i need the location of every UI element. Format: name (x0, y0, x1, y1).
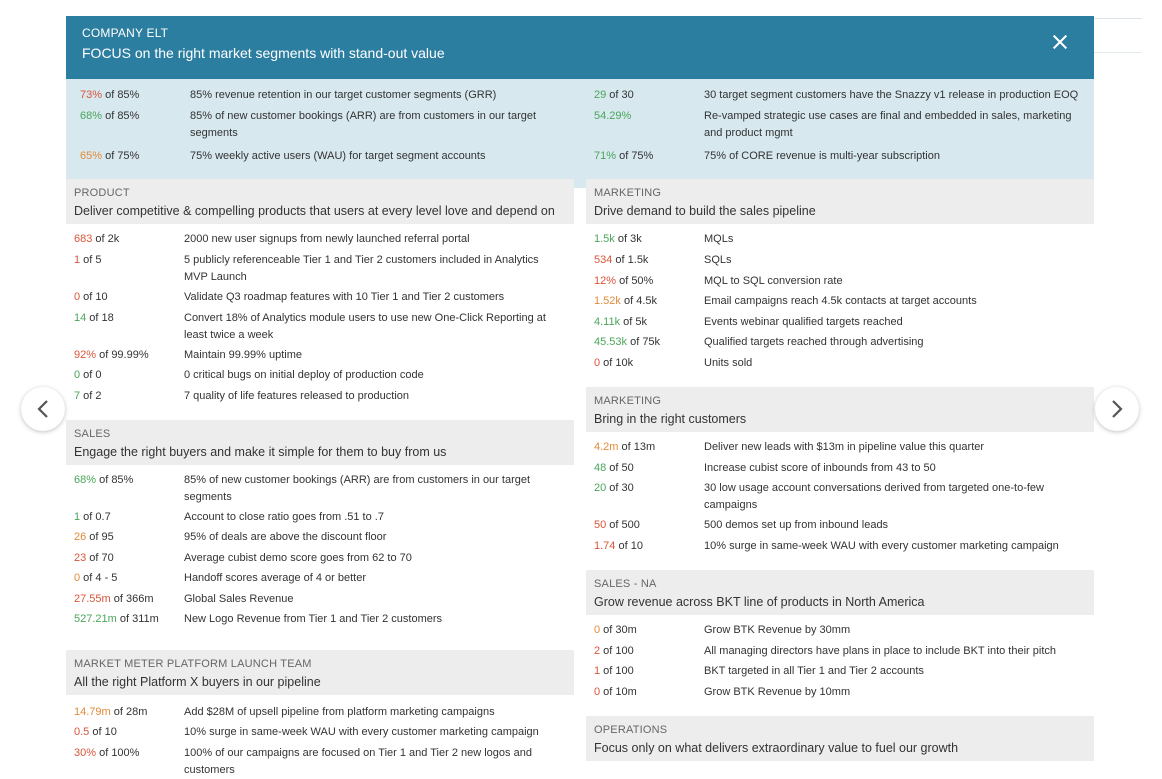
progress-value (74, 745, 139, 762)
key-result-text: Re-vamped strategic use cases are final and embedded in sales, marketing and product mgmt (704, 110, 1072, 139)
progress-current: 48 (594, 462, 607, 474)
progress-current: 1 (594, 665, 601, 677)
progress-current: 1 (74, 511, 81, 523)
chevron-left-icon (36, 399, 50, 419)
progress-value (594, 108, 631, 125)
progress-current: 65% (80, 150, 103, 162)
progress-value (594, 231, 642, 248)
progress-value (594, 538, 643, 555)
progress-target: of 0 (80, 369, 102, 381)
progress-target: of 5 (80, 254, 102, 266)
section-header (66, 650, 574, 695)
progress-value (594, 684, 637, 701)
progress-target: of 18 (86, 312, 114, 324)
progress-value (74, 724, 117, 741)
progress-value (74, 252, 102, 269)
key-result-text: Grow BTK Revenue by 10mm (704, 686, 851, 698)
key-result-text: Global Sales Revenue (184, 593, 294, 605)
progress-target: of 75% (616, 150, 654, 162)
progress-current: 0 (74, 572, 81, 584)
progress-value (594, 643, 634, 660)
progress-target: of 85% (102, 89, 140, 101)
section-title: Focus only on what delivers extraordinary value to fuel our growth (594, 741, 959, 755)
key-result-text: 85% revenue retention in our target customer segments (GRR) (190, 89, 497, 101)
key-result-text: Account to close ratio goes from .51 to .7 (184, 511, 384, 523)
progress-target: of 75% (102, 150, 140, 162)
progress-current: 2 (594, 645, 601, 657)
company-elt-banner (66, 16, 1094, 79)
progress-current: 29 (594, 89, 607, 101)
section-title: Engage the right buyers and make it simple for them to buy from us (74, 445, 447, 459)
key-result-text: MQL to SQL conversion rate (704, 275, 843, 287)
key-result-text: 85% of new customer bookings (ARR) are from customers in our target segments (184, 474, 531, 503)
progress-target: of 75k (627, 336, 661, 348)
key-result-text: Convert 18% of Analytics module users to use new One-Click Reporting at least twice a week (184, 312, 546, 341)
banner-title: FOCUS on the right market segments with stand-out value (82, 45, 445, 61)
progress-value (74, 550, 114, 567)
progress-current: 1.74 (594, 540, 616, 552)
progress-target: of 70 (86, 552, 114, 564)
progress-target: of 28m (110, 706, 148, 718)
key-result-text: 75% weekly active users (WAU) for target segment accounts (190, 150, 486, 162)
key-result-text: 2000 new user signups from newly launched referral portal (184, 233, 470, 245)
progress-value (74, 591, 154, 608)
progress-current: 1.52k (594, 295, 621, 307)
key-result-text: Average cubist demo score goes from 62 to 70 (184, 552, 412, 564)
progress-target: of 95 (86, 531, 114, 543)
progress-current: 68% (80, 110, 103, 122)
progress-target: of 99.99% (96, 349, 149, 361)
key-result-text: BKT targeted in all Tier 1 and Tier 2 accounts (704, 665, 924, 677)
progress-current: 30% (74, 747, 97, 759)
progress-target: of 13m (618, 441, 656, 453)
progress-target: of 4 - 5 (80, 572, 118, 584)
section-header (66, 420, 574, 465)
key-result-text: 0 critical bugs on initial deploy of production code (184, 369, 424, 381)
progress-current: 0 (594, 357, 601, 369)
progress-value (594, 148, 653, 165)
key-result-text: 95% of deals are above the discount floor (184, 531, 387, 543)
progress-target: of 100 (600, 645, 634, 657)
progress-target: of 85% (96, 474, 134, 486)
progress-target: of 50% (616, 275, 654, 287)
progress-current: 23 (74, 552, 87, 564)
section-title: Deliver competitive & compelling products that users at every level love and depend on (74, 204, 555, 218)
section-label: MARKET METER PLATFORM LAUNCH TEAM (74, 658, 312, 670)
progress-value (594, 480, 634, 497)
progress-target: of 500 (606, 519, 640, 531)
key-result-text: Increase cubist score of inbounds from 43 to 50 (704, 462, 936, 474)
key-result-text: Deliver new leads with $13m in pipeline value this quarter (704, 441, 985, 453)
progress-value (74, 310, 114, 327)
section-title: Drive demand to build the sales pipeline (594, 204, 816, 218)
progress-current: 73% (80, 89, 103, 101)
section-header (586, 387, 1094, 432)
progress-current: 0 (74, 291, 81, 303)
progress-current: 0 (594, 624, 601, 636)
section-label: MARKETING (594, 187, 662, 199)
section-label: SALES (74, 428, 111, 440)
progress-target: of 30m (600, 624, 637, 636)
progress-value (594, 334, 660, 351)
key-result-text: Events webinar qualified targets reached (704, 316, 903, 328)
key-result-text: SQLs (704, 254, 732, 266)
progress-current: 0.5 (74, 726, 90, 738)
key-result-text: 5 publicly referenceable Tier 1 and Tier 2 customers included in Analytics MVP Launch (184, 254, 539, 283)
progress-current: 4.11k (594, 316, 621, 328)
progress-current: 0 (594, 686, 601, 698)
progress-value (594, 273, 653, 290)
progress-target: of 10m (600, 686, 637, 698)
key-result-text: 10% surge in same-week WAU with every customer marketing campaign (184, 726, 539, 738)
section-header (66, 179, 574, 224)
progress-current: 45.53k (594, 336, 628, 348)
progress-target: of 4.5k (620, 295, 657, 307)
key-result-text: New Logo Revenue from Tier 1 and Tier 2 customers (184, 613, 443, 625)
progress-value (74, 388, 102, 405)
progress-target: of 10 (89, 726, 117, 738)
key-result-text: Maintain 99.99% uptime (184, 349, 303, 361)
progress-target: of 1.5k (612, 254, 649, 266)
progress-value (594, 314, 647, 331)
key-result-text: All managing directors have plans in place to include BKT into their pitch (704, 645, 1056, 657)
key-result-text: 500 demos set up from inbound leads (704, 519, 889, 531)
progress-value (594, 460, 634, 477)
section-header (586, 716, 1094, 761)
section-label: OPERATIONS (594, 724, 668, 736)
chevron-right-icon (1110, 399, 1124, 419)
section-label: MARKETING (594, 395, 662, 407)
key-result-text: 85% of new customer bookings (ARR) are from customers in our target segments (190, 110, 537, 139)
progress-current: 4.2m (594, 441, 619, 453)
key-result-text: Add $28M of upsell pipeline from platform marketing campaigns (184, 706, 495, 718)
progress-value (80, 108, 139, 125)
progress-value (74, 367, 102, 384)
prev-button[interactable] (21, 387, 65, 431)
progress-value (74, 509, 111, 526)
progress-current: 50 (594, 519, 607, 531)
progress-current: 0 (74, 369, 81, 381)
close-icon[interactable] (1048, 30, 1072, 54)
progress-target: of 2k (92, 233, 120, 245)
key-result-text: Grow BTK Revenue by 30mm (704, 624, 851, 636)
progress-current: 527.21m (74, 613, 117, 625)
progress-target: of 366m (110, 593, 154, 605)
section-label: SALES - NA (594, 578, 657, 590)
progress-target: of 30 (606, 89, 634, 101)
key-result-text: 75% of CORE revenue is multi-year subscription (704, 150, 940, 162)
progress-target: of 85% (102, 110, 140, 122)
progress-current: 14 (74, 312, 87, 324)
progress-current: 683 (74, 233, 93, 245)
progress-value (594, 517, 640, 534)
progress-current: 14.79m (74, 706, 111, 718)
section-header (586, 179, 1094, 224)
progress-current: 20 (594, 482, 607, 494)
progress-value (74, 231, 119, 248)
progress-current: 71% (594, 150, 617, 162)
progress-target: of 10k (600, 357, 634, 369)
key-result-text: MQLs (704, 233, 734, 245)
key-result-text: 7 quality of life features released to production (184, 390, 410, 402)
progress-value (74, 570, 117, 587)
key-result-text: Email campaigns reach 4.5k contacts at target accounts (704, 295, 977, 307)
key-result-text: 30 low usage account conversations derived from targeted one-to-few campaigns (704, 482, 1044, 511)
progress-target: of 100% (96, 747, 140, 759)
key-result-text: 30 target segment customers have the Snazzy v1 release in production EOQ (704, 89, 1079, 101)
key-result-text: 10% surge in same-week WAU with every customer marketing campaign (704, 540, 1059, 552)
progress-value (594, 252, 648, 269)
progress-current: 12% (594, 275, 617, 287)
progress-value (74, 611, 159, 628)
section-title: Grow revenue across BKT line of products in North America (594, 595, 925, 609)
progress-target: of 30 (606, 482, 634, 494)
section-label: PRODUCT (74, 187, 130, 199)
key-result-text: Qualified targets reached through advertising (704, 336, 924, 348)
progress-value (594, 293, 657, 310)
progress-value (80, 87, 139, 104)
progress-value (74, 289, 108, 306)
progress-current: 92% (74, 349, 97, 361)
progress-value (80, 148, 139, 165)
key-result-text: Units sold (704, 357, 753, 369)
progress-target: of 3k (614, 233, 642, 245)
okr-modal (66, 16, 1094, 776)
next-button[interactable] (1095, 387, 1139, 431)
key-result-text: 100% of our campaigns are focused on Tier 1 and Tier 2 new logos and customers (184, 747, 532, 776)
progress-current: 26 (74, 531, 87, 543)
section-title: All the right Platform X buyers in our pipeline (74, 675, 321, 689)
progress-target: of 10 (615, 540, 643, 552)
progress-current: 1.5k (594, 233, 615, 245)
progress-value (74, 347, 149, 364)
progress-target: of 311m (116, 613, 159, 625)
progress-value (594, 663, 634, 680)
progress-value (74, 472, 133, 489)
banner-label: COMPANY ELT (82, 26, 169, 40)
progress-value (74, 704, 147, 721)
progress-value (74, 529, 114, 546)
section-title: Bring in the right customers (594, 412, 747, 426)
progress-current: 7 (74, 390, 81, 402)
progress-target: of 10 (80, 291, 108, 303)
progress-value (594, 355, 633, 372)
progress-target: of 50 (606, 462, 634, 474)
progress-current: 27.55m (74, 593, 111, 605)
progress-current: 68% (74, 474, 97, 486)
progress-value (594, 87, 634, 104)
progress-current: 1 (74, 254, 81, 266)
company-elt-key-results (66, 79, 1094, 188)
progress-current: 54.29% (594, 110, 632, 122)
progress-target: of 0.7 (80, 511, 111, 523)
progress-target: of 2 (80, 390, 102, 402)
key-result-text: Validate Q3 roadmap features with 10 Tier 1 and Tier 2 customers (184, 291, 505, 303)
progress-target: of 5k (620, 316, 647, 328)
progress-value (594, 439, 655, 456)
progress-value (594, 622, 637, 639)
progress-target: of 100 (600, 665, 634, 677)
key-result-text: Handoff scores average of 4 or better (184, 572, 367, 584)
progress-current: 534 (594, 254, 613, 266)
section-header (586, 570, 1094, 615)
